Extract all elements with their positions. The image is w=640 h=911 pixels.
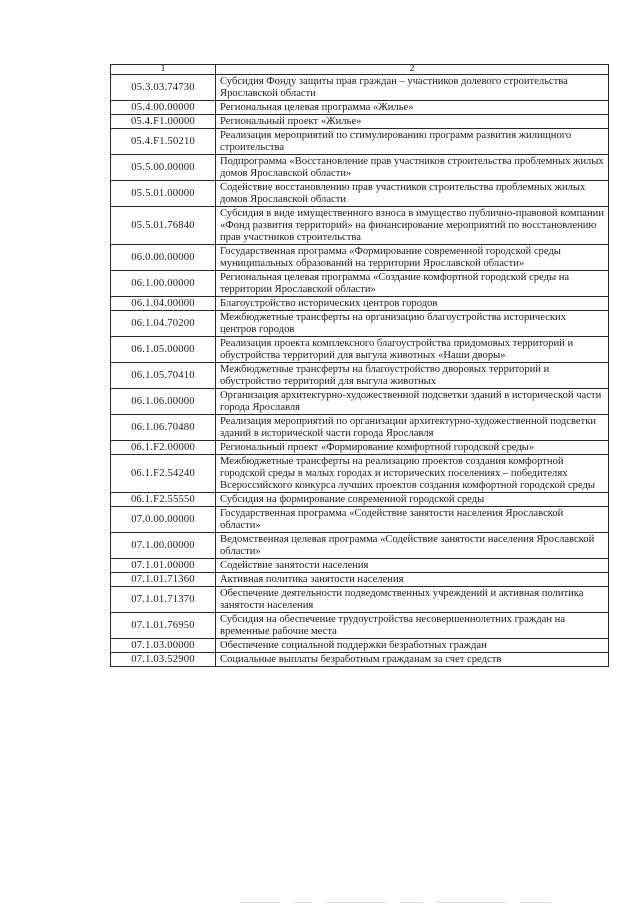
header-row (111, 65, 609, 75)
row-name-cell: Региональная целевая программа «Создание комфортной городской среды на территории Ярославской области» (216, 271, 609, 297)
row-code-cell: 07.1.00.00000 (111, 533, 216, 559)
row-code-cell: 06.1.05.00000 (111, 337, 216, 363)
table-body (111, 75, 609, 667)
table-row (111, 441, 609, 455)
table-row (111, 155, 609, 181)
table-row (111, 533, 609, 559)
table-row (111, 181, 609, 207)
row-code-cell: 05.5.00.00000 (111, 155, 216, 181)
table-row (111, 271, 609, 297)
scan-artifact-marks (240, 893, 580, 897)
table-row (111, 507, 609, 533)
row-code-cell: 05.4.00.00000 (111, 101, 216, 115)
row-name-cell: Субсидия Фонду защиты прав граждан – участников долевого строительства Ярославской области (216, 75, 609, 101)
row-name-cell: Межбюджетные трансферты на организацию благоустройства исторических центров городов (216, 311, 609, 337)
row-code-cell: 06.1.F2.00000 (111, 441, 216, 455)
row-code-cell: 06.1.06.00000 (111, 389, 216, 415)
row-code-cell: 05.5.01.00000 (111, 181, 216, 207)
table-row (111, 639, 609, 653)
table-row (111, 559, 609, 573)
row-code-cell: 06.1.04.70200 (111, 311, 216, 337)
row-code-cell: 07.1.01.71370 (111, 587, 216, 613)
row-name-cell: Благоустройство исторических центров городов (216, 297, 609, 311)
row-name-cell: Ведомственная целевая программа «Содействие занятости населения Ярославской области» (216, 533, 609, 559)
table-row (111, 115, 609, 129)
table-row (111, 613, 609, 639)
row-name-cell: Содействие восстановлению прав участников строительства проблемных жилых домов Ярославской области (216, 181, 609, 207)
row-code-cell: 05.4.F1.50210 (111, 129, 216, 155)
row-name-cell: Подпрограмма «Восстановление прав участников строительства проблемных жилых домов Ярославской области» (216, 155, 609, 181)
row-name-cell: Субсидия на обеспечение трудоустройства несовершеннолетних граждан на временные рабочие места (216, 613, 609, 639)
row-name-cell: Государственная программа «Содействие занятости населения Ярославской области» (216, 507, 609, 533)
row-code-cell: 06.1.00.00000 (111, 271, 216, 297)
row-code-cell: 06.1.04.00000 (111, 297, 216, 311)
table-row (111, 363, 609, 389)
row-code-cell: 05.4.F1.00000 (111, 115, 216, 129)
table-row (111, 653, 609, 667)
table-row (111, 207, 609, 245)
row-name-cell: Межбюджетные трансферты на реализацию проектов создания комфортной городской среды в малых городах и исторических поселениях – победителях Всероссийского конкурса лучших проектов создания комфортной городской среды (216, 455, 609, 493)
table-row (111, 337, 609, 363)
column-header-name: 2 (216, 65, 609, 75)
row-code-cell: 07.0.00.00000 (111, 507, 216, 533)
row-name-cell: Реализация мероприятий по стимулированию программ развития жилищного строительства (216, 129, 609, 155)
row-name-cell: Субсидия в виде имущественного взноса в имущество публично-правовой компании «Фонд развития территорий» на финансирование мероприятий по восстановлению прав участников строительства (216, 207, 609, 245)
table-row (111, 587, 609, 613)
row-name-cell: Организация архитектурно-художественной подсветки зданий в исторической части города Ярославля (216, 389, 609, 415)
table-row (111, 493, 609, 507)
table-row (111, 297, 609, 311)
row-name-cell: Региональный проект «Жилье» (216, 115, 609, 129)
table-row (111, 129, 609, 155)
row-name-cell: Обеспечение деятельности подведомственных учреждений и активная политика занятости населения (216, 587, 609, 613)
row-name-cell: Активная политика занятости населения (216, 573, 609, 587)
row-name-cell: Реализация мероприятий по организации архитектурно-художественной подсветки зданий в исторической части города Ярославля (216, 415, 609, 441)
row-name-cell: Региональный проект «Формирование комфортной городской среды» (216, 441, 609, 455)
column-header-code: 1 (111, 65, 216, 75)
row-name-cell: Реализация проекта комплексного благоустройства придомовых территорий и обустройства территорий для выгула животных «Наши дворы» (216, 337, 609, 363)
row-code-cell: 07.1.03.00000 (111, 639, 216, 653)
row-name-cell: Региональная целевая программа «Жилье» (216, 101, 609, 115)
row-code-cell: 06.1.F2.55550 (111, 493, 216, 507)
row-code-cell: 07.1.01.71360 (111, 573, 216, 587)
row-code-cell: 07.1.03.52900 (111, 653, 216, 667)
row-name-cell: Обеспечение социальной поддержки безработных граждан (216, 639, 609, 653)
row-name-cell: Социальные выплаты безработным гражданам за счет средств (216, 653, 609, 667)
row-code-cell: 06.0.00.00000 (111, 245, 216, 271)
row-code-cell: 07.1.01.00000 (111, 559, 216, 573)
table-row (111, 101, 609, 115)
budget-classification-table (110, 64, 609, 667)
table-row (111, 245, 609, 271)
row-code-cell: 05.5.01.76840 (111, 207, 216, 245)
row-code-cell: 07.1.01.76950 (111, 613, 216, 639)
table-row (111, 389, 609, 415)
row-code-cell: 06.1.06.70480 (111, 415, 216, 441)
row-code-cell: 06.1.F2.54240 (111, 455, 216, 493)
row-code-cell: 05.3.03.74730 (111, 75, 216, 101)
row-name-cell: Государственная программа «Формирование современной городской среды муниципальных образований на территории Ярославской области» (216, 245, 609, 271)
table-row (111, 311, 609, 337)
table-row (111, 455, 609, 493)
row-code-cell: 06.1.05.70410 (111, 363, 216, 389)
table-row (111, 573, 609, 587)
table-row (111, 75, 609, 101)
row-name-cell: Субсидия на формирование современной городской среды (216, 493, 609, 507)
table-row (111, 415, 609, 441)
row-name-cell: Межбюджетные трансферты на благоустройство дворовых территорий и обустройство территорий для выгула животных (216, 363, 609, 389)
row-name-cell: Содействие занятости населения (216, 559, 609, 573)
